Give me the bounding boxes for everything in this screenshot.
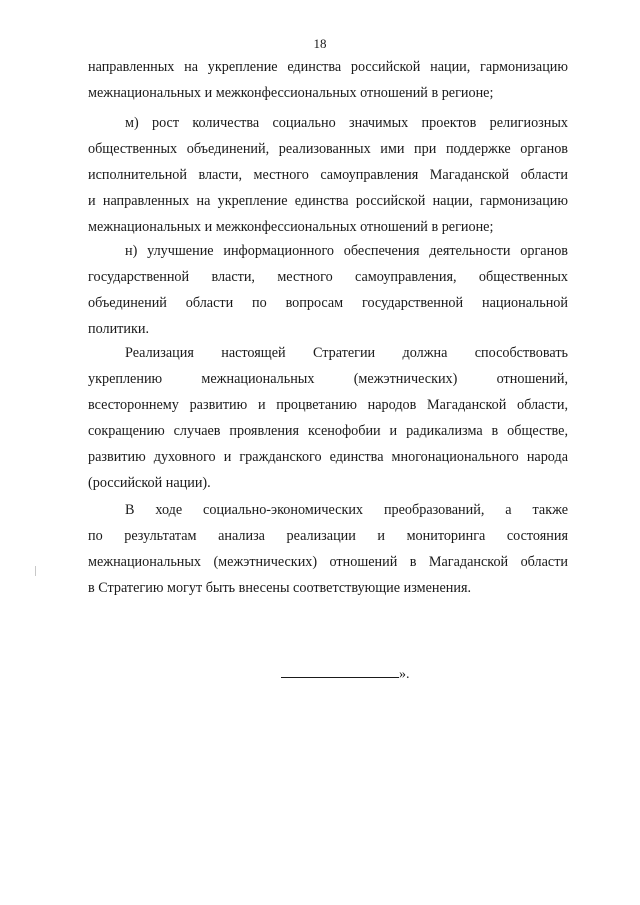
text-line: н) улучшение информационного обеспечения деятельности органов — [125, 243, 568, 259]
text-line: государственной власти, местного самоуправления, общественных — [88, 269, 568, 285]
text-line: политики. — [88, 321, 149, 337]
text-line: межнациональных и межконфессиональных отношений в регионе; — [88, 219, 494, 235]
paragraph-continuation — [88, 54, 568, 106]
closing-quote: ». — [399, 667, 410, 682]
margin-mark — [35, 566, 36, 576]
text-line: общественных объединений, реализованных ими при поддержке органов — [88, 141, 568, 157]
paragraph-implementation — [88, 340, 568, 496]
text-line: всестороннему развитию и процветанию народов Магаданской области, — [88, 397, 568, 413]
text-line: объединений области по вопросам государственной национальной — [88, 295, 568, 311]
text-line: укреплению межнациональных (межэтнических) отношений, — [88, 371, 568, 387]
paragraph-item-m — [88, 110, 568, 240]
closing-rule — [281, 667, 399, 678]
text-line: исполнительной власти, местного самоуправления Магаданской области — [88, 167, 568, 183]
text-line: В ходе социально-экономических преобразований, а также — [125, 502, 568, 518]
paragraph-amendments — [88, 497, 568, 601]
text-line: межнациональных (межэтнических) отношений в Магаданской области — [88, 554, 568, 570]
text-line: направленных на укрепление единства российской нации, гармонизацию — [88, 59, 568, 75]
page-number: 18 — [313, 36, 327, 51]
text-line: м) рост количества социально значимых проектов религиозных — [125, 115, 568, 131]
text-line: в Стратегию могут быть внесены соответствующие изменения. — [88, 580, 472, 596]
text-line: Реализация настоящей Стратегии должна способствовать — [125, 345, 568, 361]
closing-line — [281, 666, 410, 684]
text-line: и направленных на укрепление единства российской нации, гармонизацию — [88, 193, 568, 209]
text-line: развитию духовного и гражданского единства многонационального народа — [88, 449, 568, 465]
paragraph-item-n — [88, 238, 568, 342]
text-line: сокращению случаев проявления ксенофобии и радикализма в обществе, — [88, 423, 568, 439]
text-line: по результатам анализа реализации и мониторинга состояния — [88, 528, 568, 544]
text-line: (российской нации). — [88, 475, 211, 491]
text-line: межнациональных и межконфессиональных отношений в регионе; — [88, 85, 494, 101]
